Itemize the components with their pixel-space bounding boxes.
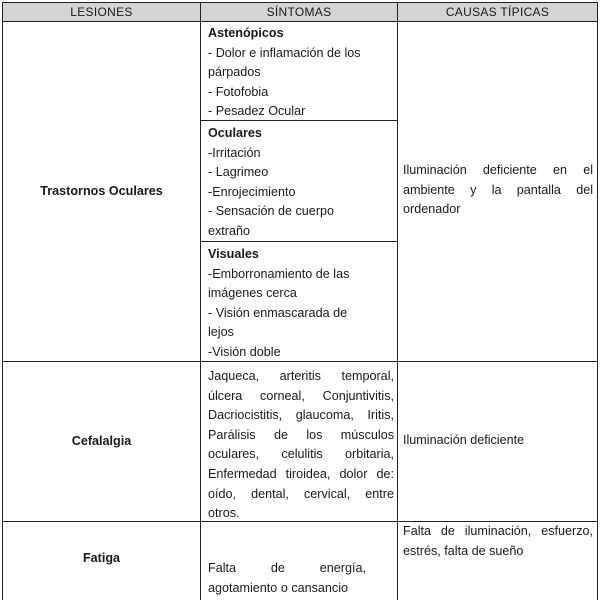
list-item: lejos <box>208 325 234 340</box>
header-lesiones: LESIONES <box>3 3 200 21</box>
lesion-fatiga: Fatiga <box>82 551 121 566</box>
list-item: -Enrojecimiento <box>208 184 296 199</box>
group-title: Visuales <box>208 247 259 261</box>
symptoms-fatiga: Falta de energía, agotamiento o cansancio <box>208 561 366 595</box>
border-right <box>597 2 598 600</box>
symptoms-cefalalgia: Jaqueca, arteritis temporal, úlcera corneal, Conjuntivitis, Dacriocistitis, glaucoma, Iritis, Parálisis de los músculos oculares, celulitis orbitaria, Enfermedad tiroidea, dolor de: oído, dental, cervical, entre otros. <box>208 369 394 521</box>
list-item: - Lagrimeo <box>208 165 269 180</box>
header-sintomas: SÍNTOMAS <box>201 3 397 21</box>
group-title: Oculares <box>208 126 262 140</box>
symptom-group-astenopicos <box>208 24 396 122</box>
list-item: extraño <box>208 223 251 238</box>
list-item: -Emborronamiento de las <box>208 266 350 281</box>
symptom-group-oculares <box>208 124 396 242</box>
cause-cefalalgia: Iluminación deficiente <box>403 433 525 447</box>
border-col2 <box>397 2 398 600</box>
list-item: párpados <box>208 65 261 80</box>
border-col1 <box>200 2 201 600</box>
list-item: - Dolor e inflamación de los <box>208 45 361 60</box>
list-item: - Fotofobia <box>208 84 269 99</box>
lesion-cefalalgia: Cefalalgia <box>71 433 132 448</box>
border-top <box>2 2 598 3</box>
cause-fatiga: Falta de iluminación, esfuerzo, estrés, falta de sueño <box>403 524 593 558</box>
list-item: -Visión doble <box>208 344 281 359</box>
group-title: Astenópicos <box>208 26 284 40</box>
list-item: - Visión enmascarada de <box>208 305 348 320</box>
list-item: imágenes cerca <box>208 286 297 301</box>
lesion-trastornos-oculares: Trastornos Oculares <box>40 183 163 198</box>
list-item: - Sensación de cuerpo <box>208 204 335 219</box>
list-item: - Pesadez Ocular <box>208 104 306 119</box>
list-item: -Irritación <box>208 145 261 160</box>
symptom-group-visuales <box>208 245 396 363</box>
cause-trastornos-oculares: Iluminación deficiente en el ambiente y la pantalla del ordenador <box>403 163 593 217</box>
header-causas: CAUSAS TÍPICAS <box>398 3 597 21</box>
